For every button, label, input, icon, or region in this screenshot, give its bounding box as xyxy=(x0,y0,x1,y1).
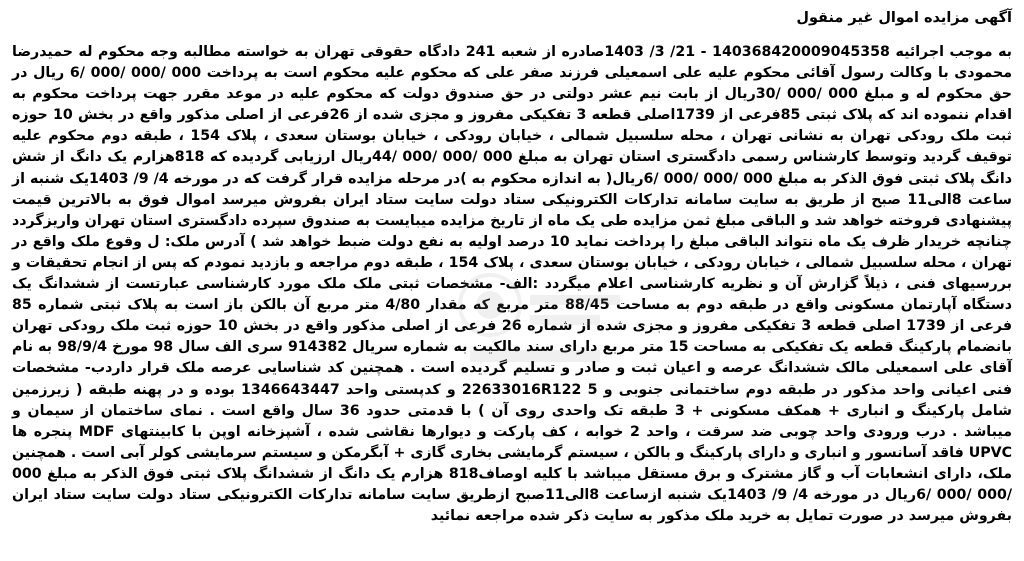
document-body xyxy=(12,42,1012,527)
body-paragraph: به موجب اجرائیه 140368420009045358 - 21/ 3/ 1403صادره از شعبه 241 دادگاه حقوقی تهران به خواسته مطالبه وجه محکوم له حمیدرضا محمودی با وکالت رسول آقائی محکوم علیه علی اسمعیلی فرزند صفر علی که محکوم علیه محکوم است به پرداخت 000 /000 /000 /6 ریال در حق محکوم له و مبلغ 000 /000 /30ریال از بابت نیم عشر دولتی در حق صندوق دولت که محکوم علیه در موعد مقرر جهت پرداخت محکوم به اقدام ننموده اند که پلاک ثبتی 85فرعی از 1739اصلی قطعه 3 تفکیکی مفروز و مجزی شده از 26فرعی از اصلی مذکور واقع در بخش 10 حوزه ثبت ملک رودکی تهران به نشانی تهران ، محله سلسبیل شمالی ، خیابان رودکی ، خیابان بوستان سعدی ، پلاک 154 ، طبقه دوم محکوم علیه توقیف گردید وتوسط کارشناس رسمی دادگستری استان تهران به مبلغ 000 /000 /000 /44ریال ارزیابی گردیده که 818هزارم یک دانگ از شش دانگ پلاک ثبتی فوق الذکر به مبلغ 000 /000 /000 /6ریال( به اندازه محکوم به )در مرحله مزایده قرار گرفت که در مورخه 4/ 9/ 1403یک شنبه از ساعت 8الی11 صبح از طریق به سایت سامانه تدارکات الکترونیکی ستاد دولت سایت ستاد ایران بفروش میرسد اموال فوق به بالاترین قیمت پیشنهادی فروخته خواهد شد و الباقی مبلغ ثمن مزایده طی یک ماه از تاریخ مزایده میبایست به صندوق سپرده دادگستری استان تهران واریزگردد چنانچه خریدار ظرف یک ماه نتواند الباقی مبلغ را پرداخت نماید 10 درصد اولیه به نفع دولت ضبط خواهد شد ) آدرس ملک: ل وقوع ملک واقع در تهران ، محله سلسبیل شمالی ، خیابان رودکی ، خیابان بوستان سعدی ، پلاک 154 ، طبقه دوم مراجعه و بازدید نمودم که پس از انجام تحقیقات و بررسیهای فنی ، ذیلاً گزارش آن و نظریه کارشناسی اعلام میگردد :الف- مشخصات ثبتی ملک ملک مورد کارشناسی عبارتست از ششدانگ یک دستگاه آپارتمان مسکونی واقع در طبقه دوم به مساحت 88/45 متر مربع که مقدار 4/80 متر مربع آن بالکن باز است به پلاک ثبتی شماره 85 فرعی از 1739 اصلی قطعه 3 تفکیکی مفروز و مجزی شده از شماره 26 فرعی از اصلی مذکور واقع در بخش 10 حوزه ثبت ملک رودکی تهران بانضمام پارکینگ قطعه یک تفکیکی به مساحت 15 متر مربع دارای سند مالکیت به شماره سریال 914382 سری الف سال 98 مورخ 98/9/4 به نام آقای علی اسمعیلی مالک ششدانگ عرصه و اعیان ثبت و صادر و تسلیم گردیده است . همچنین کد شناسایی عرصه ملک قرار داردب- مشخصات فنی اعیانی واحد مذکور در طبقه دوم ساختمانی جنوبی و 5 22633016R122 و کدپستی واحد 1346643447 بوده و در پهنه طبقه ( زیرزمین شامل پارکینگ و انباری + همکف مسکونی + 3 طبقه تک واحدی روی آن ) با قدمتی حدود 36 سال واقع است . نمای ساختمان از سیمان و میباشد . درب ورودی واحد چوبی ضد سرقت ، واحد 2 خوابه ، کف پارکت و دیوارها نقاشی شده ، آشپزخانه اوپن با کابینتهای MDF پنجره ها UPVC فاقد آسانسور و انباری و دارای پارکینگ و بالکن ، سیستم گرمایشی بخاری گازی + آبگرمکن و سیستم سرمایشی کولر آبی است . همچنین ملک، دارای انشعابات آب و گاز مشترک و برق مستقل میباشد با کلیه اوصاف818 هزارم یک دانگ از ششدانگ پلاک ثبتی فوق الذکر به مبلغ 000 /000 /000 /6ریال در مورخه 4/ 9/ 1403یک شنبه ازساعت 8الی11صبح ازطریق سایت سامانه تدارکات الکترونیکی ستاد دولت سایت ستاد ایران بفروش میرسد در صورت تمایل به خرید ملک مذکور به سایت ذکر شده مراجعه نمائید xyxy=(12,44,1013,525)
document-title: آگهی مزایده اموال غیر منقول xyxy=(796,10,1012,26)
